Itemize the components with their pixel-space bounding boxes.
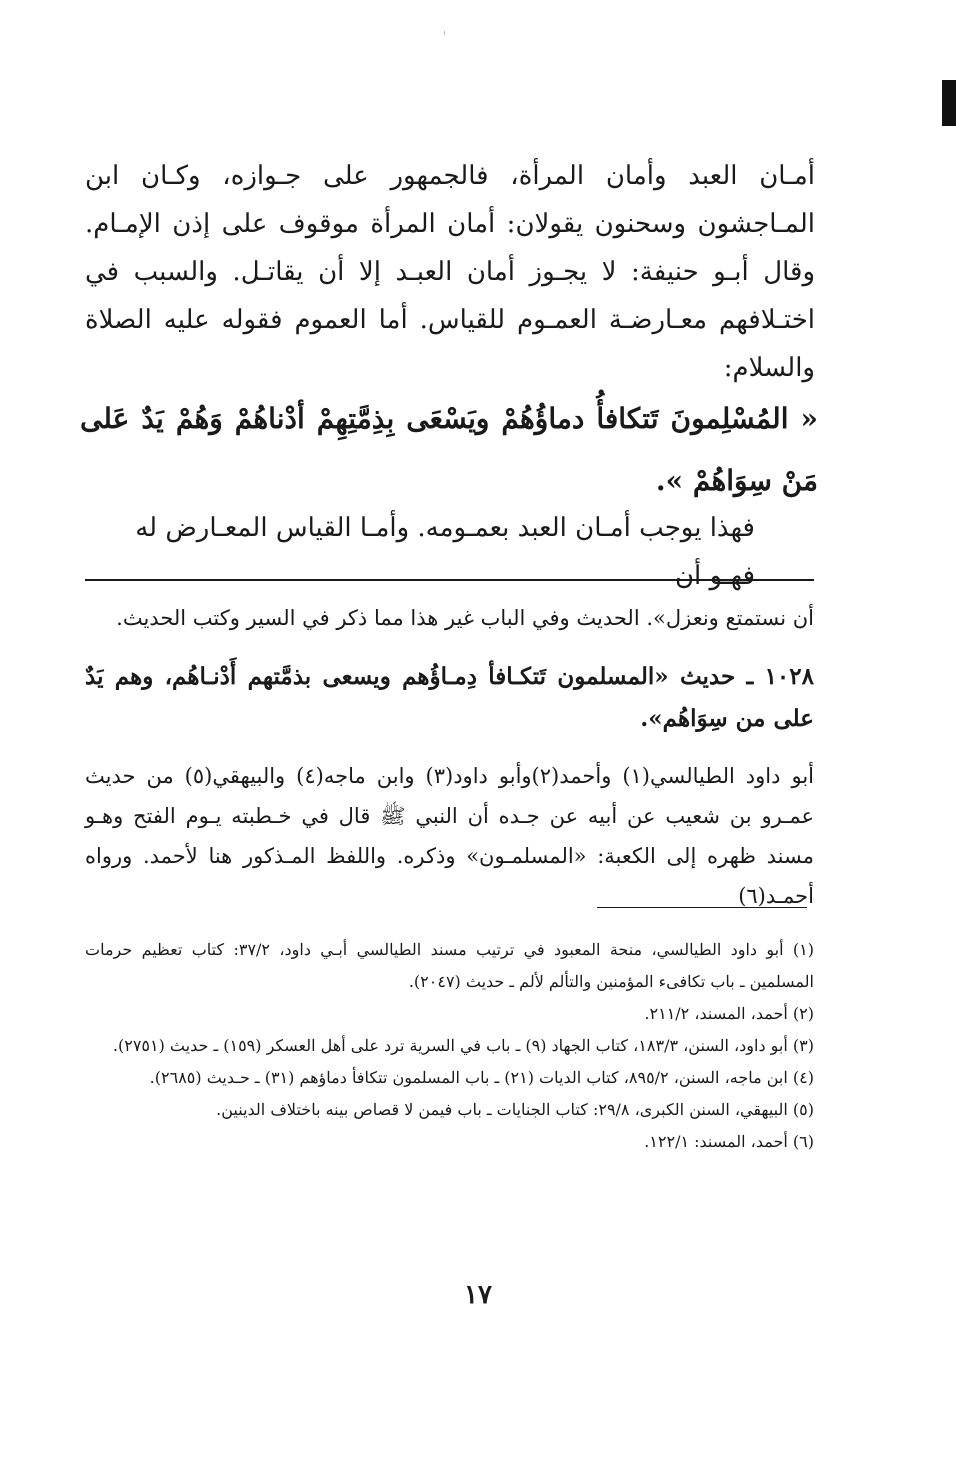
hadith-quote: « المُسْلِمونَ تَتكافأُ دماؤُهُمْ ويَسْعَى بِذِمَّتِهِمْ أدْناهُمْ وَهُمْ يَدٌ عَلى مَنْ سِوَاهُمْ ». bbox=[80, 402, 818, 497]
takhrij-heading: ١٠٢٨ ـ حديث «المسلمون تَتكـافأ دِمـاؤُهم ويسعى بذمَّتهم أَدْنـاهُم، وهم يَدٌ على من سِوَاهُم». bbox=[85, 663, 814, 732]
page-number: ١٧ bbox=[464, 1280, 492, 1310]
main-text bbox=[85, 152, 815, 392]
footnote: (٥) البيهقي، السنن الكبرى، ٢٩/٨: كتاب الجنايات ـ باب فيمن لا قصاص بينه باختلاف الدينين. bbox=[216, 1100, 814, 1119]
footnote: (٦) أحمد، المسند: ١٢٢/١. bbox=[644, 1132, 814, 1151]
footnote: (٢) أحمد، المسند، ٢١١/٢. bbox=[644, 1004, 814, 1023]
paper-mark bbox=[444, 31, 445, 35]
footnotes-divider bbox=[597, 907, 807, 908]
footnotes bbox=[85, 934, 814, 1158]
main-notes-divider bbox=[85, 579, 814, 581]
main-paragraph-2: فهذا يوجب أمـان العبد بعمـومه. وأمـا القياس المعـارض له فهـو أن bbox=[135, 513, 755, 591]
main-paragraph-1: أمـان العبد وأمان المرأة، فالجمهور على جـوازه، وكـان ابن المـاجشون وسحنون يقولان: أمان المرأة موقوف على إذن الإمـام. وقال أبـو حنيفة: لا يجـوز أمان العبـد إلا أن يقاتـل. والسبب في اختـلافهم معـارضـة العمـوم للقياس. أما العموم فقوله عليه الصلاة والسلام: bbox=[85, 161, 815, 383]
footnote: (١) أبو داود الطيالسي، منحة المعبود في ترتيب مسند الطيالسي أبـي داود، ٣٧/٢: كتاب تعظيم حرمات المسلمين ـ باب تكافىء المؤمنين والتألم لألم ـ حديث (٢٠٤٧). bbox=[85, 940, 815, 991]
thumb-index-tab bbox=[942, 80, 956, 126]
takhrij-section bbox=[85, 598, 814, 916]
takhrij-body: أبو داود الطيالسي(١) وأحمد(٢)وأبو داود(٣) وابن ماجه(٤) والبيهقي(٥) من حديث عمـرو بن شعيب عن أبيه عن جـده أن النبي ﷺ قال في خـطبته يـوم الفتح وهـو مسند ظهره إلى الكعبة: «المسلمـون» وذكره. واللفظ المـذكور هنا لأحمد. ورواه أحمـد(٦) bbox=[85, 764, 814, 908]
footnote: (٤) ابن ماجه، السنن، ٨٩٥/٢، كتاب الديات (٢١) ـ باب المسلمون تتكافأ دماؤهم (٣١) ـ حـديث (٢٦٨٥). bbox=[149, 1068, 814, 1087]
carry-over-note: أن نستمتع ونعزل». الحديث وفي الباب غير هذا مما ذكر في السير وكتب الحديث. bbox=[116, 606, 814, 630]
footnote: (٣) أبو داود، السنن، ١٨٣/٣، كتاب الجهاد (٩) ـ باب في السرية ترد على أهل العسكر (١٥٩) ـ حديث (٢٧٥١). bbox=[112, 1036, 814, 1055]
